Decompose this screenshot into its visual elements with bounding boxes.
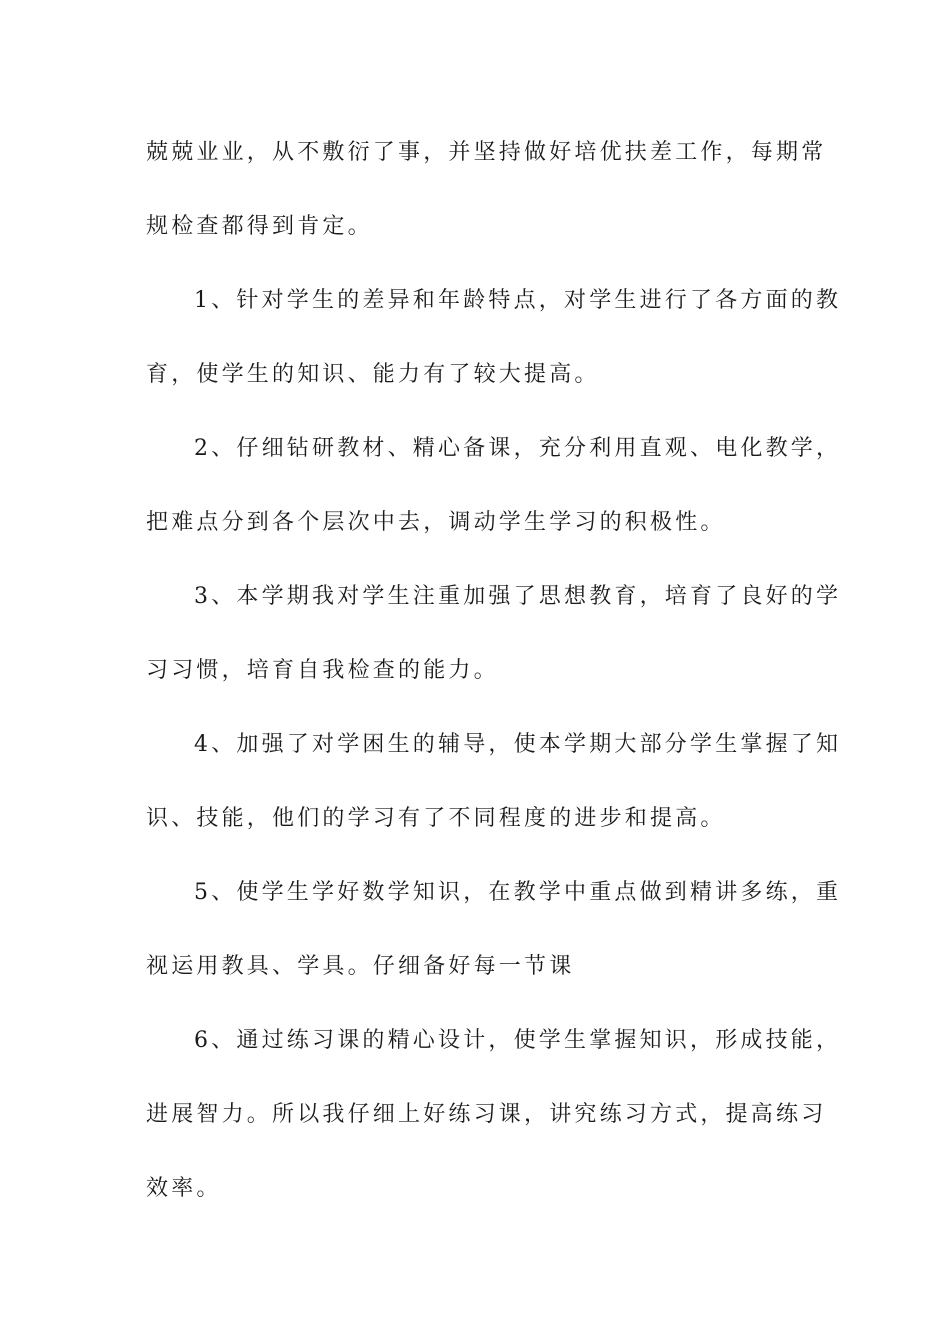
text-line: 识、技能，他们的学习有了不同程度的进步和提高。	[146, 806, 726, 831]
list-item-3-line: 3、本学期我对学生注重加强了思想教育，培育了良好的学	[194, 584, 842, 609]
text-line: 育，使学生的知识、能力有了较大提高。	[146, 362, 600, 387]
text-line: 兢兢业业，从不敷衍了事，并坚持做好培优扶差工作，每期常	[146, 140, 827, 165]
text-line: 效率。	[146, 1176, 222, 1201]
list-item-5-line: 5、使学生学好数学知识，在教学中重点做到精讲多练，重	[194, 880, 842, 905]
list-item-1-line: 1、针对学生的差异和年龄特点，对学生进行了各方面的教	[194, 288, 842, 313]
text-line: 规检查都得到肯定。	[146, 214, 373, 239]
document-body	[146, 131, 842, 1241]
list-item-4-line: 4、加强了对学困生的辅导，使本学期大部分学生掌握了知	[194, 732, 842, 757]
list-item-2-line: 2、仔细钻研教材、精心备课，充分利用直观、电化教学，	[194, 436, 842, 461]
text-line: 把难点分到各个层次中去，调动学生学习的积极性。	[146, 510, 726, 535]
list-item-6-line: 6、通过练习课的精心设计，使学生掌握知识，形成技能，	[194, 1028, 842, 1053]
text-line: 习习惯，培育自我检查的能力。	[146, 658, 499, 683]
text-line: 视运用教具、学具。仔细备好每一节课	[146, 954, 575, 979]
text-line: 进展智力。所以我仔细上好练习课，讲究练习方式，提高练习	[146, 1102, 827, 1127]
